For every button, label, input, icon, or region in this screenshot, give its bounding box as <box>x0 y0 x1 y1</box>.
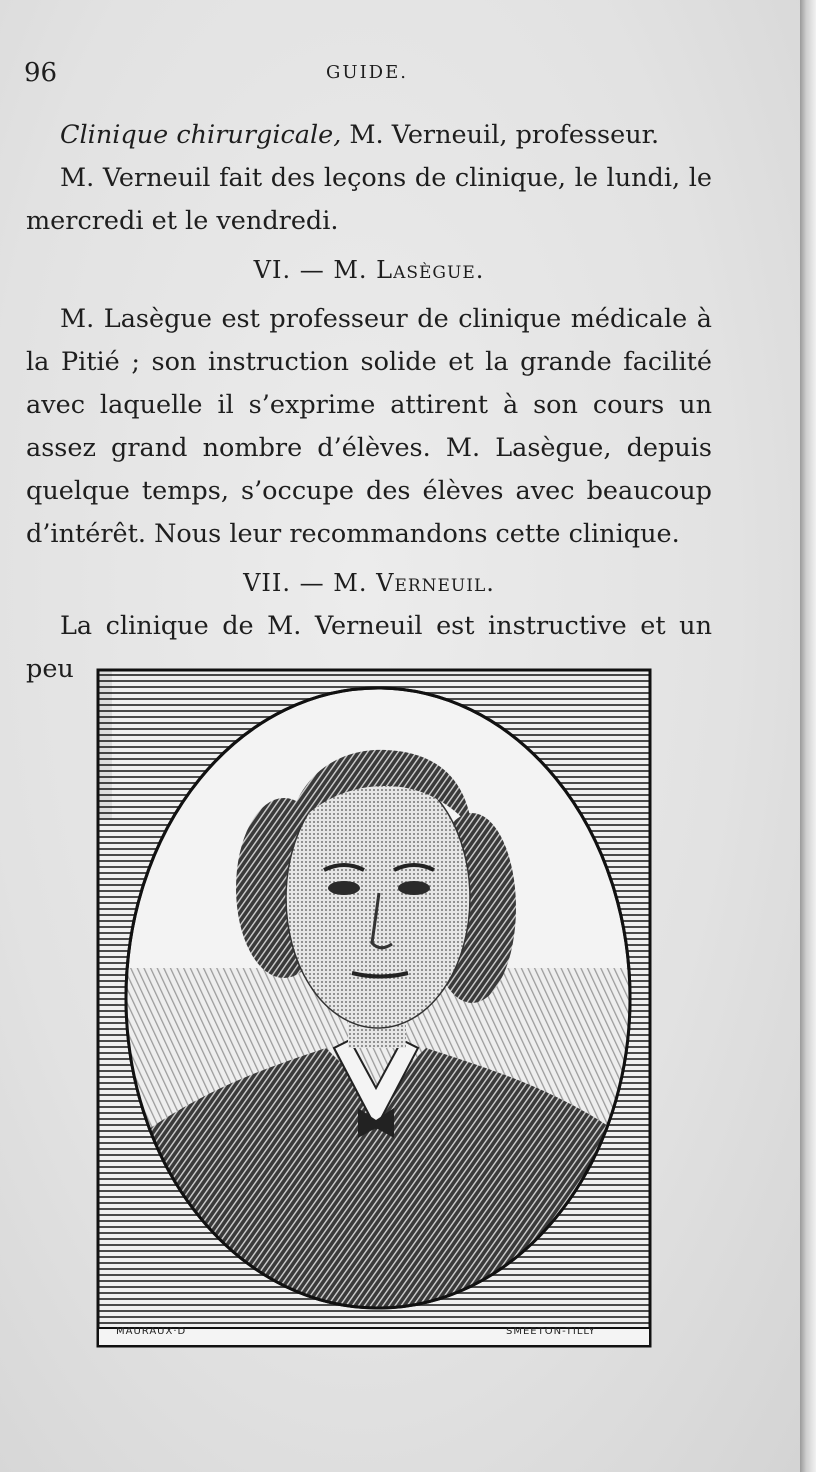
section-7-text: La clinique de M. Verneuil est instructive et un peu <box>26 611 712 684</box>
intro-line-title: Clinique chirurgicale, <box>60 120 342 150</box>
intro-paragraph: M. Verneuil fait des leçons de clinique, le lundi, le mercredi et le vendredi. <box>26 163 712 236</box>
intro-line <box>26 114 712 157</box>
engraver-credit-left: MAURAUX·D <box>116 1326 187 1337</box>
section-6-heading: VI. — M. Lasègue. <box>253 256 485 284</box>
section-6-text: M. Lasègue est professeur de clinique médicale à la Pitié ; son instruction solide et la grande facilité avec laquelle il s’exprime attirent à son cours un assez grand nombre d’élèves. M. Lasègue, depuis quelque temps, s’occupe des élèves avec beaucoup d’intérêt. Nous leur recommandons cette clinique. <box>26 304 712 549</box>
page-edge-shadow <box>800 0 816 1472</box>
section-7-heading: VII. — M. Verneuil. <box>243 569 495 597</box>
body-text <box>26 114 712 691</box>
portrait-engraving <box>96 668 656 1350</box>
engraver-credit-right: SMEETON-TILLY <box>506 1326 596 1337</box>
page-number: 96 <box>24 58 58 88</box>
running-head <box>24 58 710 88</box>
intro-line-rest: M. Verneuil, professeur. <box>341 120 660 150</box>
running-title: GUIDE. <box>326 62 408 83</box>
